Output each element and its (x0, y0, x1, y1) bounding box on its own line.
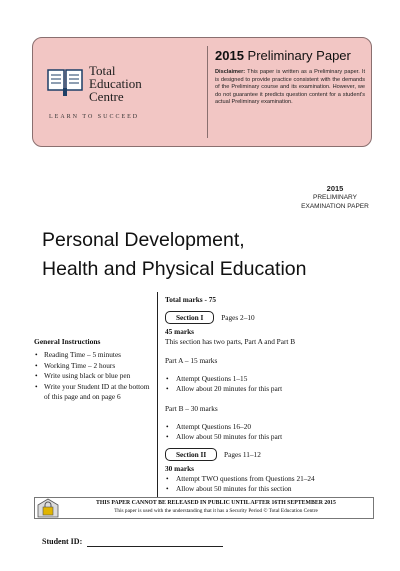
column-divider (157, 292, 158, 497)
logo (47, 62, 197, 142)
section2-list (165, 474, 315, 494)
student-id-label: Student ID: (42, 537, 83, 546)
general-instructions-title: General Instructions (34, 337, 101, 346)
instruction-item: • Write your Student ID at the bottom of this page and on page 6 (34, 382, 152, 403)
section2-item: • Allow about 50 minutes for this section (165, 484, 315, 494)
year-block-line1: PRELIMINARY (313, 194, 357, 201)
logo-line-2: Education (89, 76, 142, 91)
partB-item: • Allow about 50 minutes for this part (165, 432, 282, 442)
partB-item: • Attempt Questions 16–20 (165, 422, 282, 432)
lock-icon (37, 498, 59, 518)
section2-header (165, 448, 261, 461)
instruction-item: • Reading Time – 5 minutes (34, 350, 152, 361)
header-box (32, 37, 372, 147)
section2-marks: 30 marks (165, 464, 194, 473)
paper-title (215, 48, 351, 63)
book-icon (47, 68, 83, 96)
security-notice-line2: This paper is used with the understanding that it has a Security Period © Total Education Centre (114, 508, 318, 514)
section1-header (165, 311, 255, 324)
subject-line1: Personal Development, (42, 229, 245, 251)
disclaimer-label: Disclaimer: (215, 69, 246, 75)
subject-title (42, 226, 307, 284)
section2-label: Section II (165, 448, 217, 461)
partA-item: • Allow about 20 minutes for this part (165, 384, 282, 394)
section1-desc: This section has two parts, Part A and Part B (165, 337, 296, 346)
instruction-item: • Working Time – 2 hours (34, 361, 152, 372)
security-notice-line1: THIS PAPER CANNOT BE RELEASED IN PUBLIC UNTIL AFTER 16TH SEPTEMBER 2015 (96, 500, 336, 506)
section1-label: Section I (165, 311, 214, 324)
section1-marks: 45 marks (165, 327, 194, 336)
student-id-field[interactable] (87, 546, 223, 547)
section2-item: • Attempt TWO questions from Questions 21–24 (165, 474, 315, 484)
year-block-line2: EXAMINATION PAPER (301, 203, 369, 210)
section2-pages: Pages 11–12 (224, 450, 261, 459)
general-instructions-list (34, 350, 152, 403)
logo-line-1: Total (89, 63, 116, 78)
section1-pages: Pages 2–10 (221, 313, 255, 322)
partA-title: Part A – 15 marks (165, 356, 218, 365)
year-block (290, 184, 380, 211)
disclaimer-text: This paper is written as a Preliminary paper. It is designed to provide practice consistent with the demands of the Preliminary course and its examination. However, we do not guarantee it predicts question content for a student's actual Preliminary examination. (215, 69, 365, 106)
paper-type: Preliminary Paper (247, 48, 351, 63)
logo-tagline: LEARN TO SUCCEED (49, 114, 140, 120)
logo-text (89, 64, 142, 103)
paper-year: 2015 (215, 48, 244, 63)
subject-line2: Health and Physical Education (42, 258, 307, 280)
year-block-year: 2015 (326, 184, 344, 193)
partA-item: • Attempt Questions 1–15 (165, 374, 282, 384)
partA-list (165, 374, 282, 394)
instruction-item: • Write using black or blue pen (34, 371, 152, 382)
partB-list (165, 422, 282, 442)
disclaimer (215, 69, 365, 107)
header-divider (207, 46, 208, 138)
logo-line-3: Centre (89, 89, 124, 104)
total-marks: Total marks - 75 (165, 295, 217, 304)
partB-title: Part B – 30 marks (165, 404, 218, 413)
